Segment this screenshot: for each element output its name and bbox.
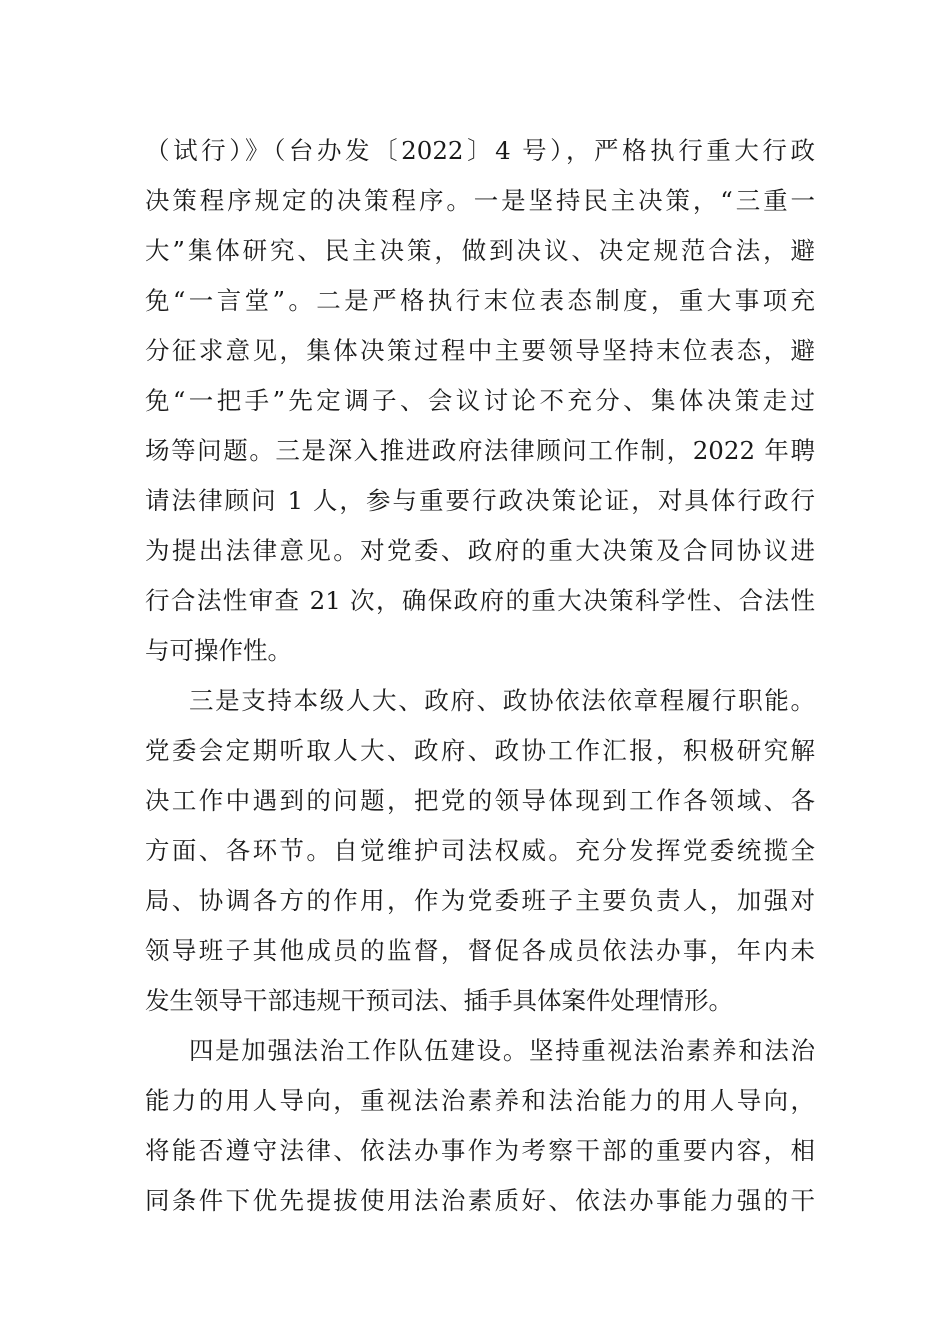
text-line: 免“一把手”先定调子、会议讨论不充分、集体决策走过 <box>145 386 815 415</box>
text-line: 场等问题。三是深入推进政府法律顾问工作制，2022 年聘 <box>145 436 815 465</box>
paragraph-first-line: 三是支持本级人大、政府、政协依法依章程履行职能。 <box>189 686 815 715</box>
text-line: 分征求意见，集体决策过程中主要领导坚持末位表态，避 <box>145 336 815 365</box>
text-line: 方面、各环节。自觉维护司法权威。充分发挥党委统揽全 <box>145 836 815 865</box>
text-line: 免“一言堂”。二是严格执行末位表态制度，重大事项充 <box>145 286 815 315</box>
text-line: 决工作中遇到的问题，把党的领导体现到工作各领域、各 <box>145 786 815 815</box>
paragraph-first-line: 四是加强法治工作队伍建设。坚持重视法治素养和法治 <box>189 1036 815 1065</box>
text-line: 大”集体研究、民主决策，做到决议、决定规范合法，避 <box>145 236 815 265</box>
text-line: 将能否遵守法律、依法办事作为考察干部的重要内容，相 <box>145 1136 815 1165</box>
text-line: 与可操作性。 <box>145 636 292 665</box>
text-line: 局、协调各方的作用，作为党委班子主要负责人，加强对 <box>145 886 815 915</box>
text-line: 为提出法律意见。对党委、政府的重大决策及合同协议进 <box>145 536 815 565</box>
text-line: 请法律顾问 1 人，参与重要行政决策论证，对具体行政行 <box>145 486 815 515</box>
text-line: 同条件下优先提拔使用法治素质好、依法办事能力强的干 <box>145 1186 815 1215</box>
text-line: 发生领导干部违规干预司法、插手具体案件处理情形。 <box>145 986 733 1015</box>
text-line: 决策程序规定的决策程序。一是坚持民主决策，“三重一 <box>145 186 815 215</box>
text-line: （试行）》（台办发〔2022〕4 号），严格执行重大行政 <box>145 136 815 165</box>
text-line: 领导班子其他成员的监督，督促各成员依法办事，年内未 <box>145 936 815 965</box>
text-line: 党委会定期听取人大、政府、政协工作汇报，积极研究解 <box>145 736 815 765</box>
text-line: 能力的用人导向，重视法治素养和法治能力的用人导向， <box>145 1086 815 1115</box>
text-line: 行合法性审查 21 次，确保政府的重大决策科学性、合法性 <box>145 586 815 615</box>
